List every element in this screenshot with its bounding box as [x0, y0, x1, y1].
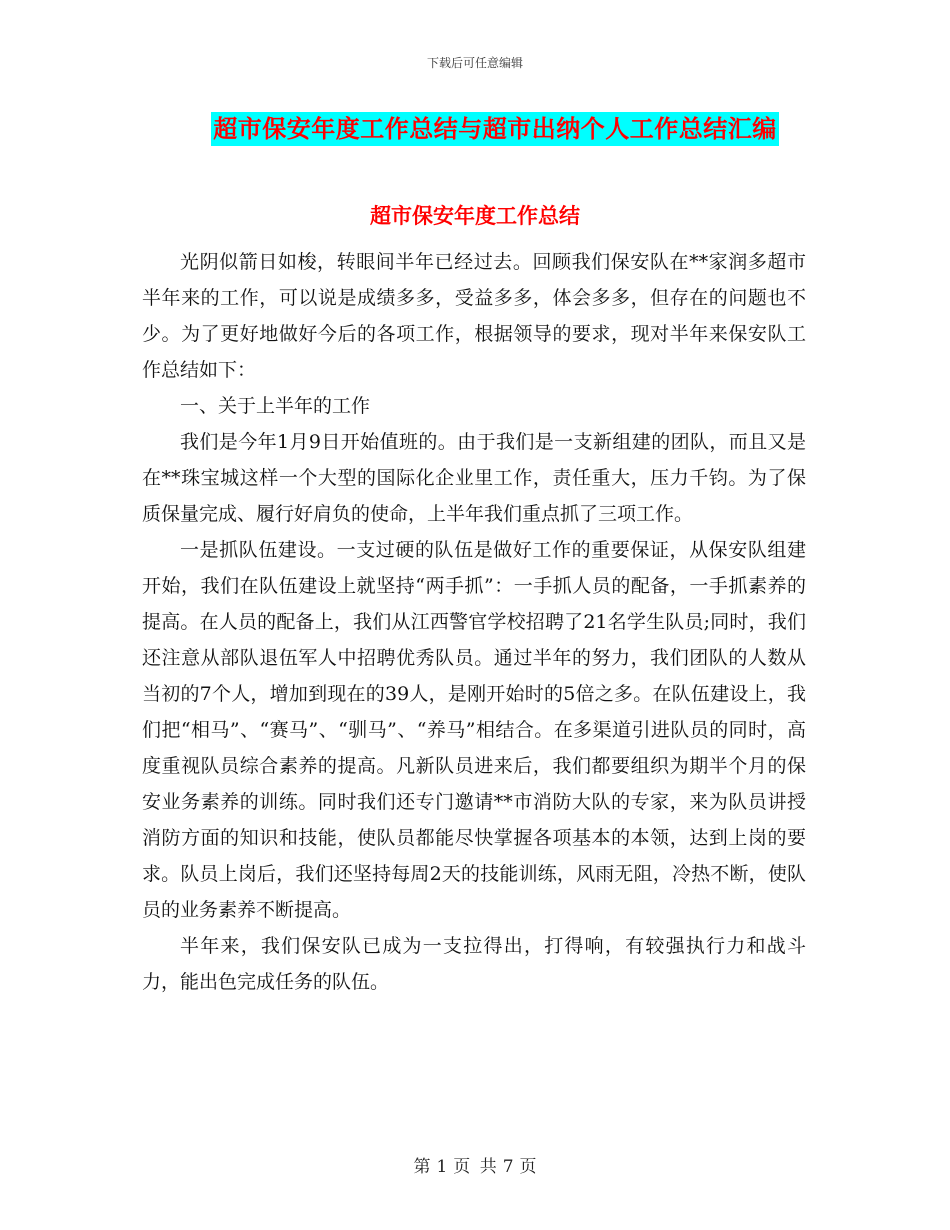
paragraph-intro: 光阴似箭日如梭，转眼间半年已经过去。回顾我们保安队在**家润多超市半年来的工作，可以说是成绩多多，受益多多，体会多多，但存在的问题也不少。为了更好地做好今后的各项工作，根据领导的要求，现对半年来保安队工作总结如下：: [142, 251, 806, 381]
footer-mid: 页 共: [453, 1157, 497, 1177]
paragraph-start-duty: 我们是今年1月9日开始值班的。由于我们是一支新组建的团队，而且又是在**珠宝城这样一个大型的国际化企业里工作，责任重大，压力千钧。为了保质保量完成、履行好肩负的使命，上半年我们重点抓了三项工作。: [142, 431, 806, 525]
page-footer: [0, 1152, 950, 1177]
section-title: 超市保安年度工作总结: [370, 203, 580, 228]
footer-page-number: 1: [436, 1157, 448, 1177]
paragraph-heading-first-half: 一、关于上半年的工作: [180, 395, 371, 417]
paragraph-summary: 半年来，我们保安队已成为一支拉得出，打得响，有较强执行力和战斗力，能出色完成任务的队伍。: [142, 935, 806, 993]
footer-total-pages: 7: [502, 1157, 514, 1177]
paragraph-team-building: 一是抓队伍建设。一支过硬的队伍是做好工作的重要保证，从保安队组建开始，我们在队伍建设上就坚持“两手抓”：一手抓人员的配备，一手抓素养的提高。在人员的配备上，我们从江西警官学校招聘了21名学生队员;同时，我们还注意从部队退伍军人中招聘优秀队员。通过半年的努力，我们团队的人数从当初的7个人，增加到现在的39人，是刚开始时的5倍之多。在队伍建设上，我们把“相马”、“赛马”、“驯马”、“养马”相结合。在多渠道引进队员的同时，高度重视队员综合素养的提高。凡新队员进来后，我们都要组织为期半个月的保安业务素养的训练。同时我们还专门邀请**市消防大队的专家，来为队员讲授消防方面的知识和技能，使队员都能尽快掌握各项基本的本领，达到上岗的要求。队员上岗后，我们还坚持每周2天的技能训练，风雨无阻，冷热不断，使队员的业务素养不断提高。: [142, 539, 806, 921]
footer-suffix: 页: [519, 1157, 537, 1177]
header-note: 下载后可任意编辑: [426, 56, 523, 70]
doc-title-container: [0, 112, 950, 146]
footer-prefix: 第: [413, 1157, 431, 1177]
document-body: [142, 244, 806, 1000]
doc-title: 超市保安年度工作总结与超市出纳个人工作总结汇编: [211, 112, 779, 146]
